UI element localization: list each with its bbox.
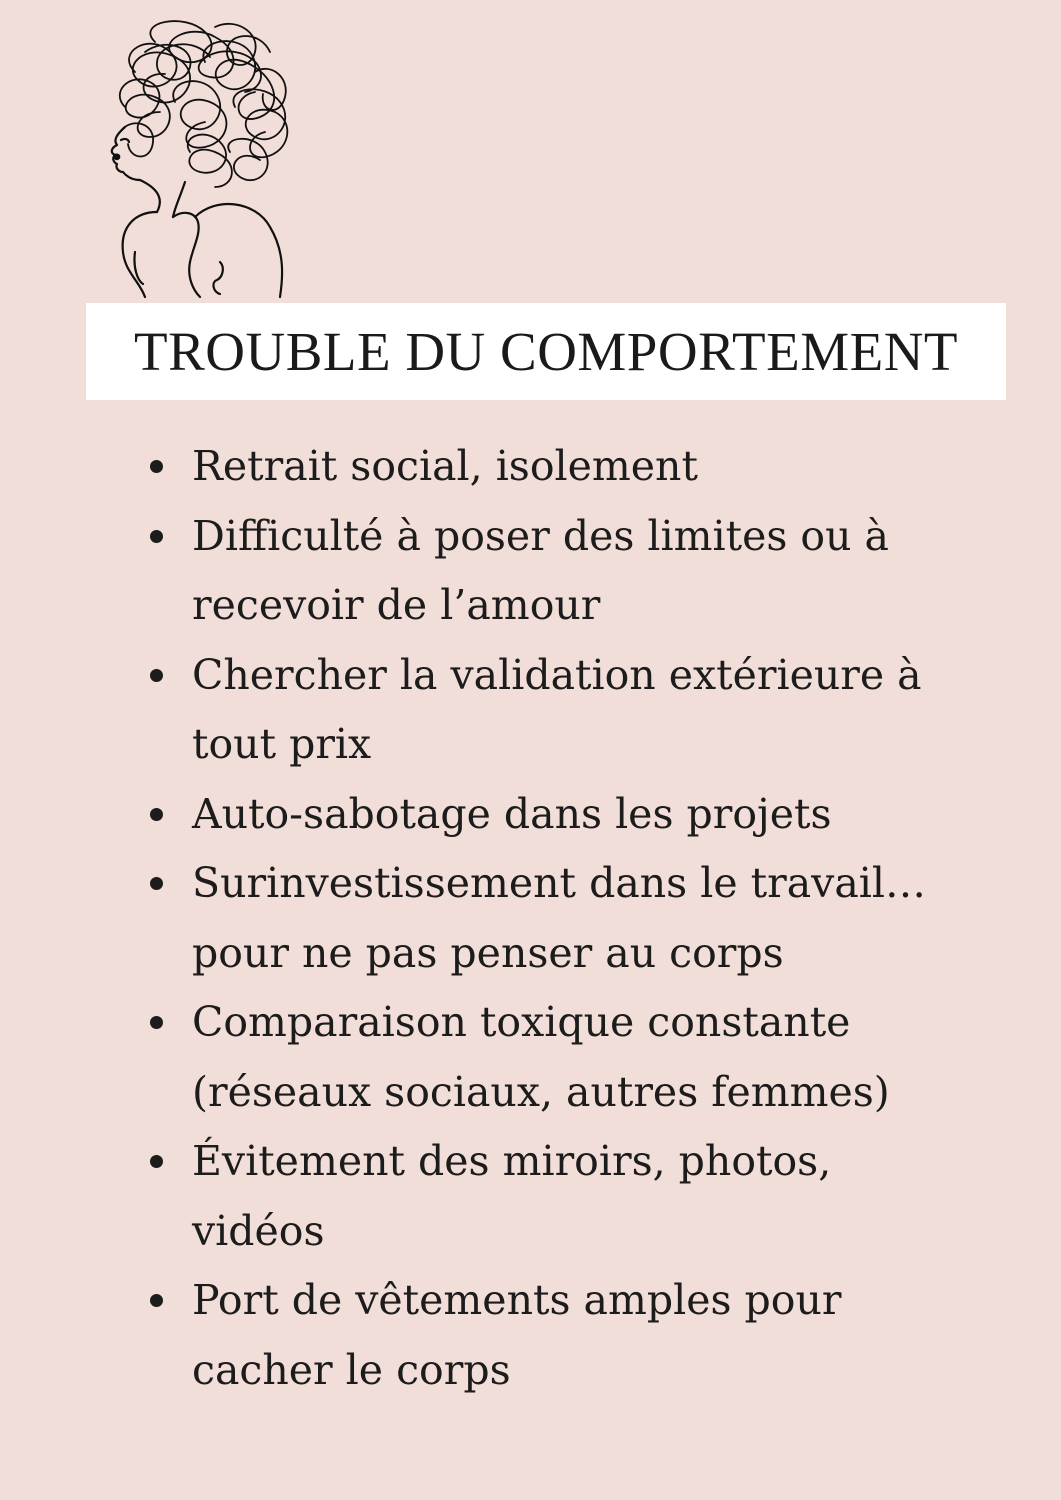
bullet-icon [150, 1294, 163, 1307]
bullet-icon [150, 530, 163, 543]
list-item [0, 849, 1061, 988]
list-item-text: Évitement des miroirs, photos, [192, 1137, 832, 1185]
list-item-text: Retrait social, isolement [192, 442, 698, 490]
page-title: TROUBLE DU COMPORTEMENT [133, 321, 959, 382]
list-item [0, 1266, 1061, 1405]
title-banner [86, 303, 1006, 400]
bullet-icon [150, 1155, 163, 1168]
list-item [0, 432, 1061, 502]
bullet-icon [150, 460, 163, 473]
bullet-icon [150, 877, 163, 890]
bullet-icon [150, 808, 163, 821]
list-item [0, 988, 1061, 1127]
list-item-text: cacher le corps [192, 1345, 511, 1394]
list-item-text: Port de vêtements amples pour [192, 1276, 842, 1324]
list-item-text: tout prix [192, 720, 372, 768]
list-item [0, 641, 1061, 780]
list-item-text: recevoir de l’amour [192, 581, 601, 629]
list-item-text: Surinvestissement dans le travail… [192, 859, 926, 907]
list-item-text: Auto-sabotage dans les projets [192, 789, 832, 838]
list-item-text: pour ne pas penser au corps [192, 928, 784, 977]
list-item-text: Chercher la validation extérieure à [192, 650, 922, 699]
list-item-text: Difficulté à poser des limites ou à [192, 511, 889, 560]
list-item-text: vidéos [192, 1206, 325, 1255]
bullet-icon [150, 1016, 163, 1029]
list-item [0, 1127, 1061, 1266]
list-item-text: (réseaux sociaux, autres femmes) [192, 1067, 890, 1116]
list-item [0, 780, 1061, 850]
behavior-list [0, 432, 1061, 1405]
woman-profile-illustration-icon [95, 12, 315, 307]
bullet-icon [150, 669, 163, 682]
list-item [0, 502, 1061, 641]
list-item-text: Comparaison toxique constante [192, 998, 851, 1046]
